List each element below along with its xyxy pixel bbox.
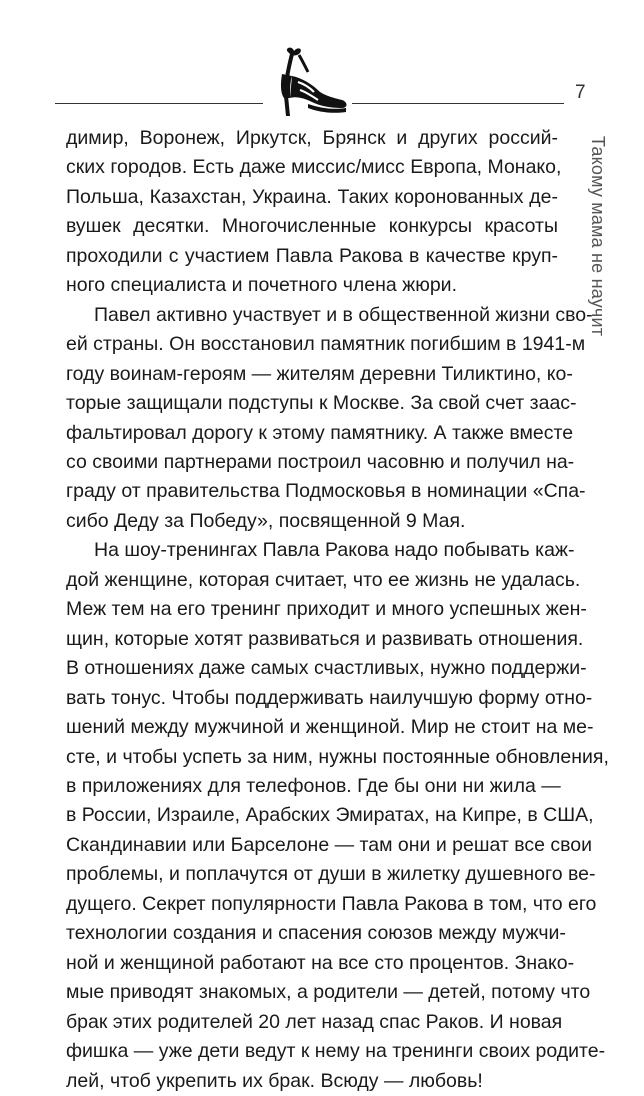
text-line: проблемы, и поплачутся от души в жилетку душевного ве-: [66, 863, 596, 886]
text-line: сте, и чтобы успеть за ним, нужны постоянные обновления,: [66, 745, 609, 768]
text-line: фальтировал дорогу к этому памятнику. А также вместе: [66, 421, 574, 444]
text-line: В отношениях даже самых счастливых, нужно поддержи-: [66, 657, 587, 680]
text-line: технологии создания и спасения союзов между мужчи-: [66, 922, 566, 945]
text-line: На шоу-тренингах Павла Ракова надо побывать каж-: [94, 539, 575, 562]
text-line: Польша, Казахстан, Украина. Таких коронованных де-: [66, 185, 558, 208]
text-line: дой женщине, которая считает, что ее жизнь не удалась.: [66, 568, 581, 591]
text-line: лей, чтоб укрепить их брак. Всюду — любовь!: [66, 1069, 483, 1092]
text-line: брак этих родителей 20 лет назад спас Раков. И новая: [66, 1010, 563, 1033]
text-line: году воинам-героям — жителям деревни Тиликтино, ко-: [66, 362, 573, 385]
text-line: торые защищали подступы к Москве. За свой счет заас-: [66, 392, 577, 415]
text-line: ей страны. Он восстановил памятник погибшим в 1941-м: [66, 333, 586, 356]
text-line: щин, которые хотят развиваться и развивать отношения.: [66, 627, 584, 650]
text-line: ной и женщиной работают на все сто процентов. Знако-: [66, 951, 575, 974]
high-heel-shoe-icon: [268, 46, 350, 118]
text-line: сибо Деду за Победу», посвященной 9 Мая.: [66, 509, 466, 532]
text-line: граду от правительства Подмосковья в номинации «Спа-: [66, 480, 586, 503]
text-line: вушек десятки. Многочисленные конкурсы красоты: [66, 215, 558, 238]
text-line: в приложениях для телефонов. Где бы они ни жила —: [66, 774, 561, 797]
text-line: в России, Израиле, Арабских Эмиратах, на Кипре, в США,: [66, 804, 594, 827]
text-line: Скандинавии или Барселоне — там они и решат все свои: [66, 833, 593, 856]
text-line: шений между мужчиной и женщиной. Мир не стоит на ме-: [66, 716, 594, 739]
page-number: 7: [575, 82, 586, 103]
paragraph-2: [66, 301, 593, 537]
text-line: мые приводят знакомых, а родители — детей, потому что: [66, 981, 591, 1004]
text-line: ских городов. Есть даже миссис/мисс Европа, Монако,: [66, 156, 562, 179]
text-line: фишка — уже дети ведут к нему на тренинги своих родите-: [66, 1040, 606, 1063]
paragraph-3: [66, 536, 609, 1096]
text-line: проходили с участием Павла Ракова в качестве круп-: [66, 244, 558, 267]
header-rule-left: [55, 103, 263, 104]
text-line: димир, Воронеж, Иркутск, Брянск и других россий-: [66, 127, 558, 149]
text-line: вать тонус. Чтобы поддерживать наилучшую форму отно-: [66, 686, 593, 709]
text-line: Павел активно участвует и в общественной жизни сво-: [94, 303, 593, 326]
text-line: ного специалиста и почетного члена жюри.: [66, 274, 457, 297]
running-title: Такому мама не научит: [588, 136, 608, 337]
text-line: со своими партнерами построил часовню и получил на-: [66, 450, 575, 473]
header-rule-right: [352, 103, 564, 104]
text-line: дущего. Секрет популярности Павла Ракова в том, что его: [66, 892, 597, 915]
paragraph-1: [66, 124, 562, 301]
text-line: Меж тем на его тренинг приходит и много успешных жен-: [66, 598, 587, 621]
